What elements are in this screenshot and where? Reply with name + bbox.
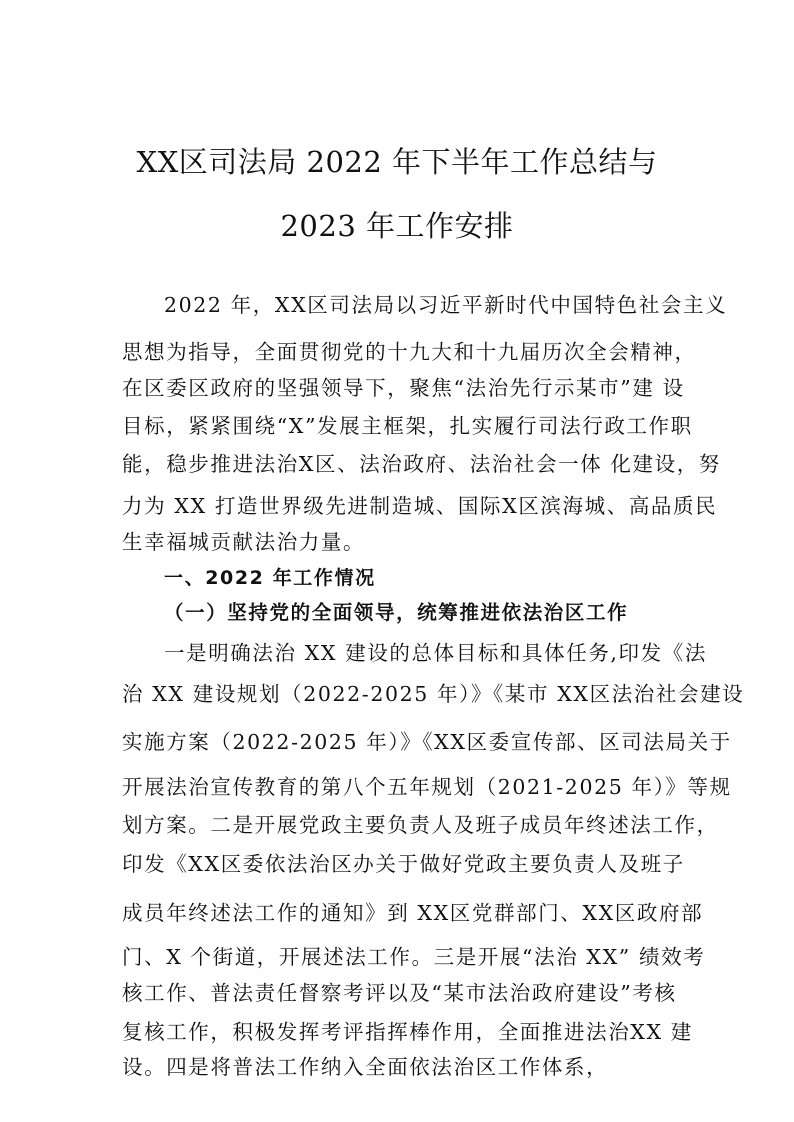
body-line: 力为 XX 打造世界级先进制造城、国际X区滨海城、高品质民 — [122, 494, 718, 518]
body-line: 设。四是将普法工作纳入全面依法治区工作体系， — [122, 1055, 609, 1079]
body-line: 2022 年，XX区司法局以习近平新时代中国特色社会主义 — [164, 293, 728, 317]
body-line: 复核工作，积极发挥考评指挥棒作用，全面推进法治XX 建 — [122, 1020, 693, 1044]
body-line: 思想为指导，全面贯彻党的十九大和十九届历次全会精神， — [122, 340, 697, 364]
body-line: 生幸福城贡献法治力量。 — [122, 530, 366, 554]
body-line: 目标，紧紧围绕“X”发展主框架，扎实履行司法行政工作职 — [122, 414, 693, 438]
body-line: 核工作、普法责任督察考评以及“某市法治政府建设”考核 — [122, 981, 677, 1005]
document-title-line-1: XX区司法局 2022 年下半年工作总结与 — [136, 145, 658, 179]
subsection-heading: （一）坚持党的全面领导，统筹推进依法治区工作 — [164, 601, 629, 624]
body-line: 治 XX 建设规划（2022-2025 年）》《某市 XX区法治社会建设 — [122, 682, 745, 706]
section-heading: 一、2022 年工作情况 — [164, 567, 376, 589]
body-line: 实施方案（2022-2025 年）》《XX区委宣传部、区司法局关于 — [122, 730, 732, 754]
body-line: 一是明确法治 XX 建设的总体目标和具体任务,印发《法 — [164, 641, 707, 665]
body-line: 成员年终述法工作的通知》到 XX区党群部门、XX区政府部 — [122, 901, 704, 925]
body-line: 在区委区政府的坚强领导下，聚焦“法治先行示某市”建 设 — [122, 376, 685, 400]
body-line: 开展法治宣传教育的第八个五年规划（2021-2025 年）》等规 — [122, 775, 732, 799]
body-line: 能，稳步推进法治X区、法治政府、法治社会一体 化建设，努 — [122, 452, 721, 476]
body-line: 印发《XX区委依法治区办关于做好党政主要负责人及班子 — [122, 852, 685, 876]
document-title-line-2: 2023 年工作安排 — [280, 209, 514, 243]
body-line: 门、X 个街道，开展述法工作。三是开展“法治 XX” 绩效考 — [122, 945, 706, 969]
body-line: 划方案。二是开展党政主要负责人及班子成员年终述法工作， — [122, 813, 719, 837]
